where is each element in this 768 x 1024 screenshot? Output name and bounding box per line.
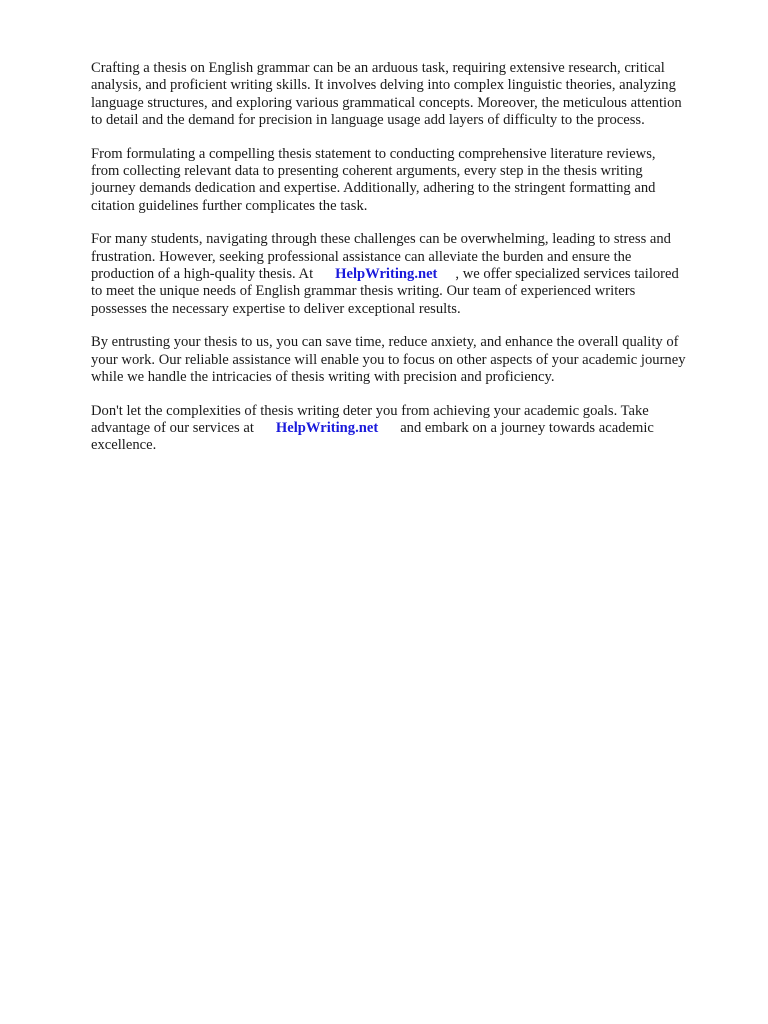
text-line: excellence. xyxy=(91,437,157,454)
paragraph-intro xyxy=(91,60,731,130)
paragraph-process xyxy=(91,146,731,216)
document-page xyxy=(91,60,731,471)
text-line: From formulating a compelling thesis statement to conducting comprehensive literature reviews, xyxy=(91,145,656,162)
text-line: to detail and the demand for precision in language usage add layers of difficulty to the process. xyxy=(91,112,645,129)
text-line: journey demands dedication and expertise. Additionally, adhering to the stringent formatting and xyxy=(91,180,656,197)
text-line-with-link xyxy=(91,420,731,437)
text-line: possesses the necessary expertise to deliver exceptional results. xyxy=(91,300,461,317)
helpwriting-link[interactable]: HelpWriting.net xyxy=(275,419,379,436)
text-line: For many students, navigating through these challenges can be overwhelming, leading to stress and xyxy=(91,231,671,248)
text-line: to meet the unique needs of English grammar thesis writing. Our team of experienced writers xyxy=(91,283,636,300)
text-fragment: , we offer specialized services tailored xyxy=(455,266,679,283)
text-fragment: and embark on a journey towards academic xyxy=(400,419,654,436)
text-line: analysis, and proficient writing skills. It involves delving into complex linguistic theories, analyzing xyxy=(91,77,676,94)
text-fragment: production of a high-quality thesis. At xyxy=(91,266,314,283)
text-line: your work. Our reliable assistance will enable you to focus on other aspects of your academic journey xyxy=(91,351,686,368)
text-line: citation guidelines further complicates the task. xyxy=(91,197,368,214)
helpwriting-link[interactable]: HelpWriting.net xyxy=(335,266,438,283)
paragraph-assistance xyxy=(91,231,731,318)
text-line: By entrusting your thesis to us, you can save time, reduce anxiety, and enhance the overall quality of xyxy=(91,334,679,351)
text-line: Crafting a thesis on English grammar can be an arduous task, requiring extensive research, critical xyxy=(91,60,665,76)
text-line-with-link xyxy=(91,266,731,283)
text-fragment: advantage of our services at xyxy=(91,419,254,436)
text-line: language structures, and exploring various grammatical concepts. Moreover, the meticulous attention xyxy=(91,94,682,111)
text-line: from collecting relevant data to presenting coherent arguments, every step in the thesis writing xyxy=(91,163,643,180)
text-line: Don't let the complexities of thesis writing deter you from achieving your academic goals. Take xyxy=(91,402,649,419)
paragraph-call-to-action xyxy=(91,403,731,455)
text-line: frustration. However, seeking professional assistance can alleviate the burden and ensure the xyxy=(91,248,632,265)
paragraph-benefits xyxy=(91,334,731,386)
text-line: while we handle the intricacies of thesis writing with precision and proficiency. xyxy=(91,369,555,386)
